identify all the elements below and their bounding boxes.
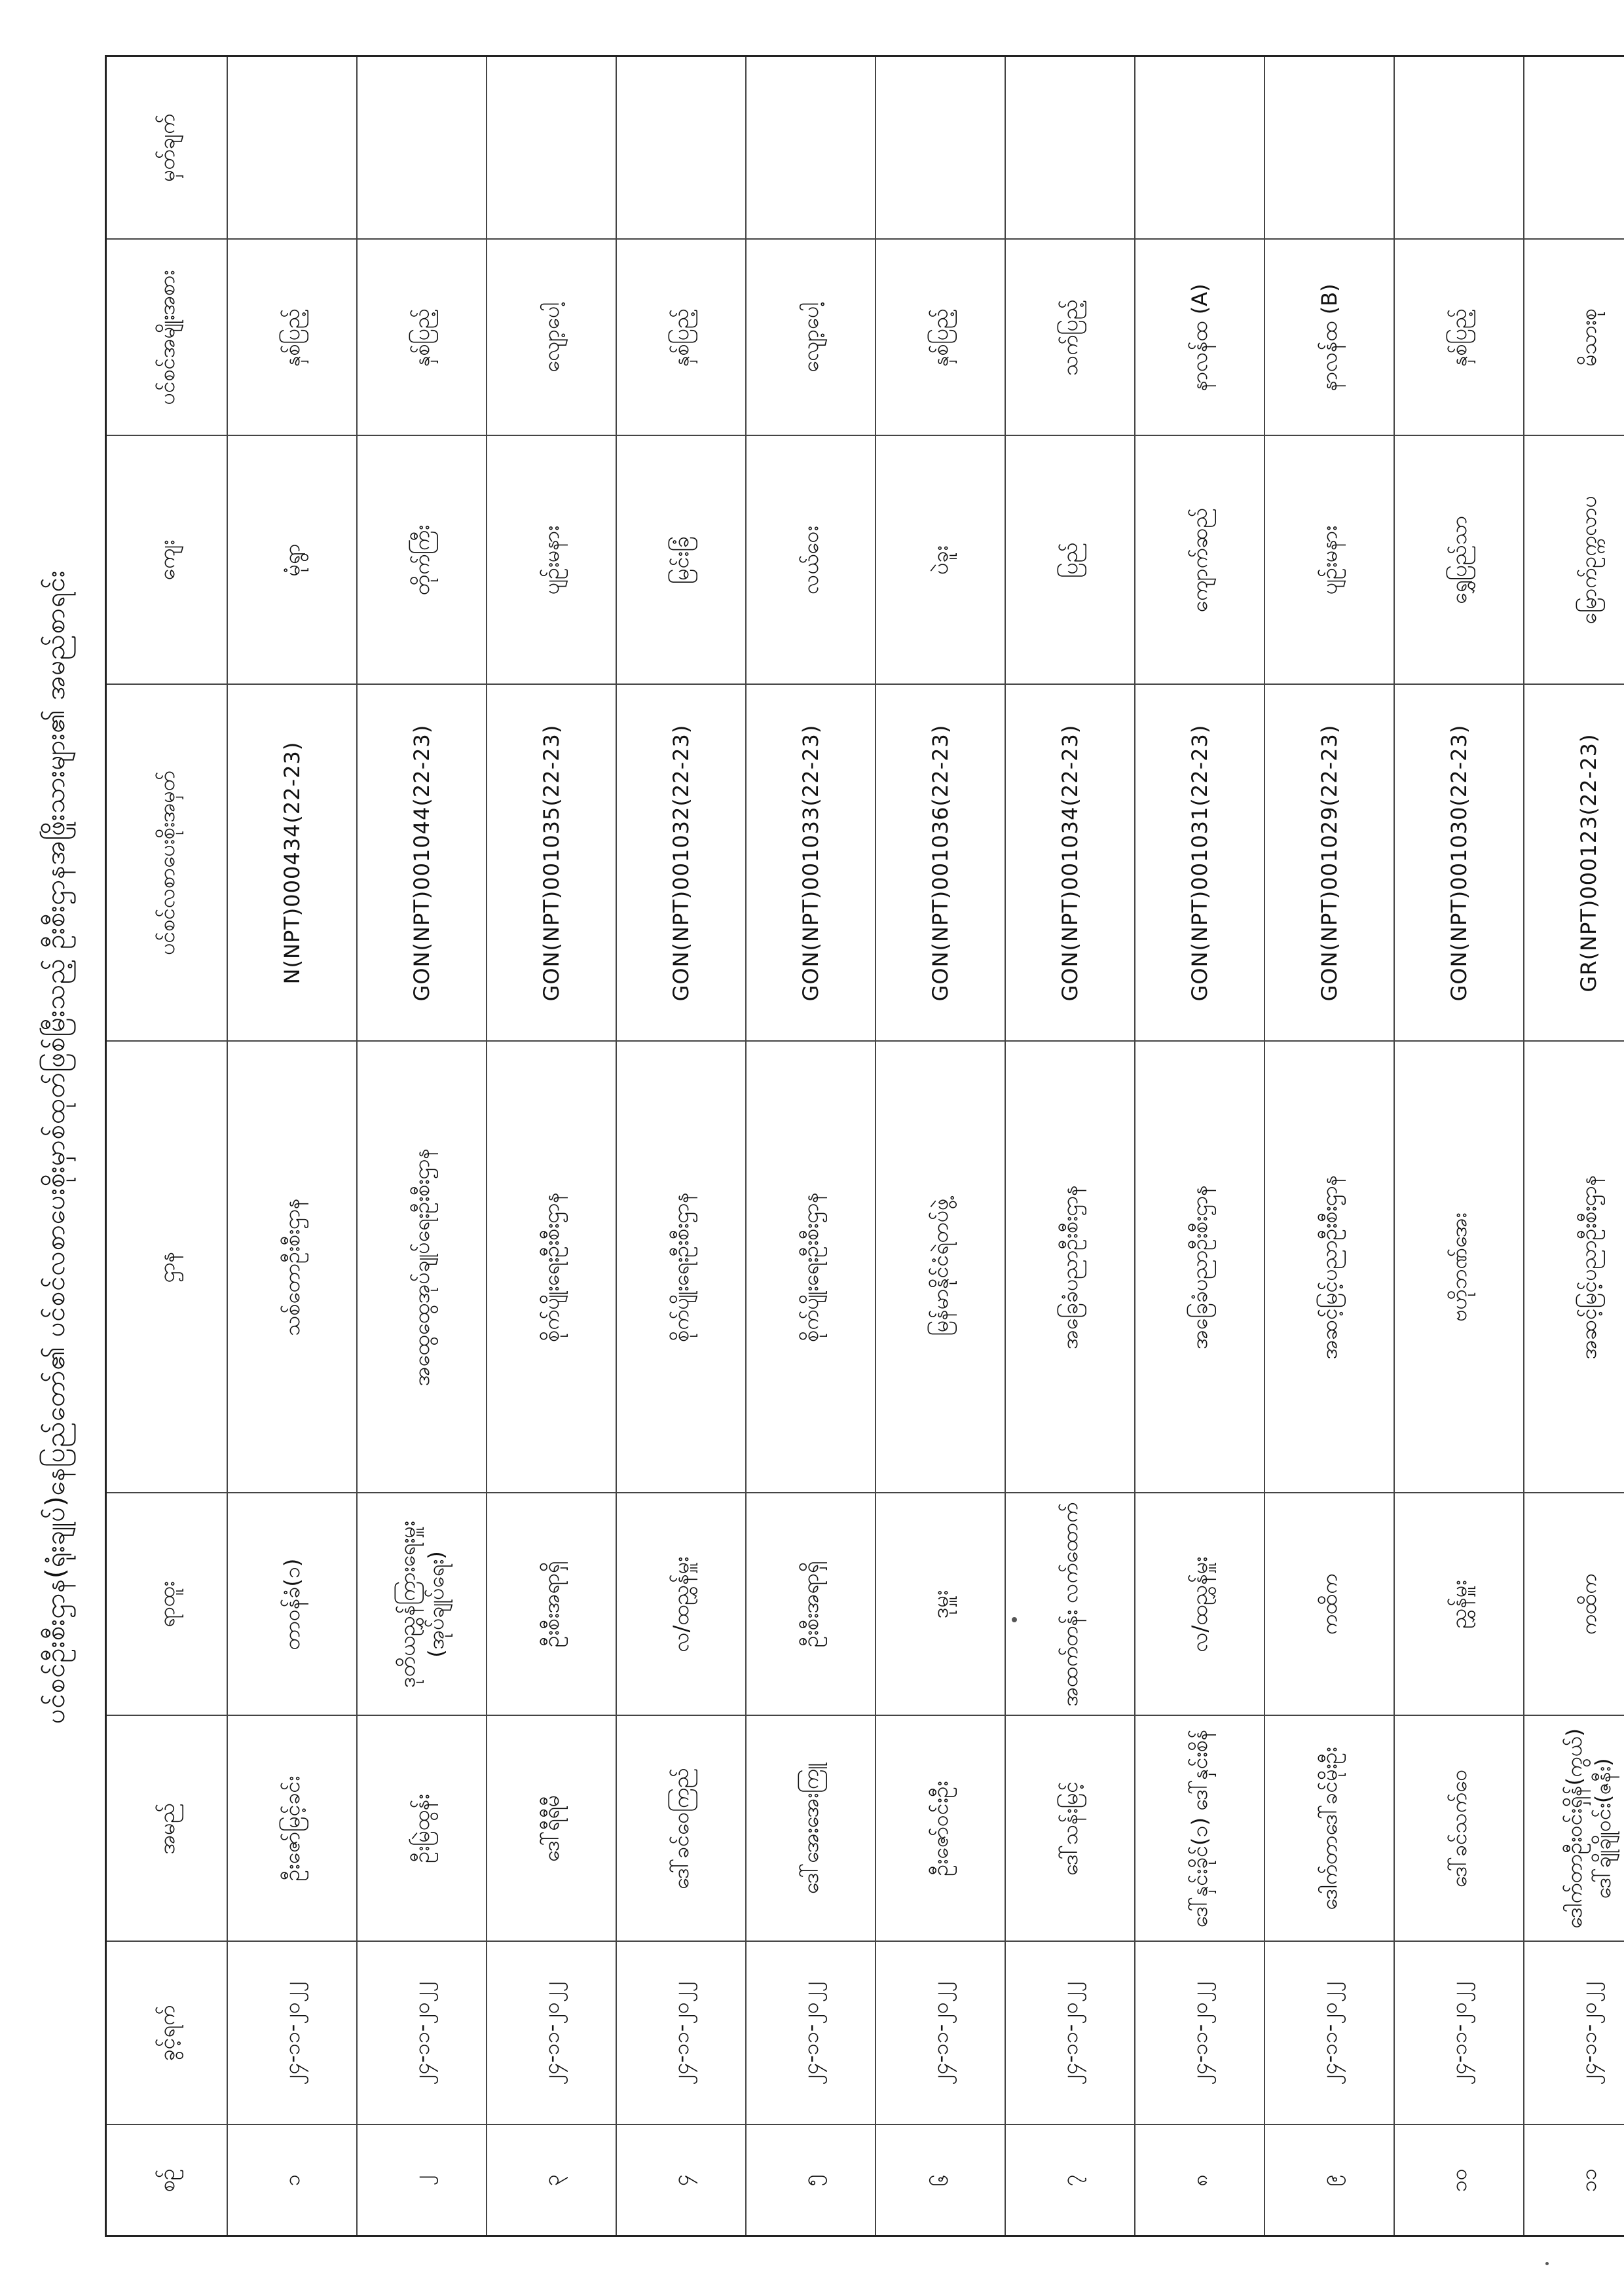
cell-pension-no: GON(NPT)001033(22-23) [746, 685, 876, 1042]
cell-pension-type: နာလန်ထ (B) [1264, 240, 1394, 436]
cell-pension-no: GON(NPT)001032(22-23) [616, 685, 746, 1042]
cell-remark [616, 56, 746, 240]
cell-pension-type: လျော့ပေါ့ [487, 240, 616, 436]
cell-department: အဆင့်မြင့်ပညာဦးစီးဌာန [1524, 1042, 1624, 1493]
cell-remark [1264, 56, 1394, 240]
cell-sr: ၇ [1005, 2125, 1135, 2236]
cell-position: ဦးစီးအရာရှိ [487, 1493, 616, 1716]
cell-pension-type: လျော့ပေါ့ [746, 240, 876, 436]
cell-department: အခြေခံပညာဦးစီးဌာန [1005, 1042, 1135, 1493]
table-row [1394, 56, 1524, 2236]
cell-township: မြင်းခြံ [616, 436, 746, 685]
cell-name: ဦးမြဲထွန်း [357, 1716, 487, 1942]
cell-date: ၂၄-၁၁-၂၀၂၂ [1264, 1942, 1394, 2125]
cell-department: ဗဟိုဘဏ်အေး [1394, 1042, 1524, 1493]
table-row [487, 56, 616, 2236]
cell-pension-no: GR(NPT)000123(22-23) [1524, 685, 1624, 1042]
cell-pension-type: နှစ်ပြည့် [1394, 240, 1524, 436]
cell-name: ဒေါ်သန်းမြင့် [1005, 1716, 1135, 1942]
cell-date: ၂၄-၁၁-၂၀၂၂ [616, 1942, 746, 2125]
cell-name: ဒေါ်ခင်သက်ဝေ [1394, 1716, 1524, 1942]
cell-position: အထက်တန်း လက်ထောက် [1005, 1493, 1135, 1716]
cell-remark [227, 56, 357, 240]
cell-department: အခြေခံပညာဦးစီးဌာန [1135, 1042, 1264, 1493]
cell-township: ပဲခူး [876, 436, 1005, 685]
cell-pension-no: GON(NPT)001035(22-23) [487, 685, 616, 1042]
cell-township: ကျောက်ဆည် [1135, 436, 1264, 685]
header-pension-no: ပင်စင်လစာပေးစိုးအမှတ် [106, 685, 228, 1042]
cell-name: ဒေါက်တာဒေါ်ခင်မိုးဦး [1264, 1716, 1394, 1942]
cell-pension-type: နှစ်ပြည့် [227, 240, 357, 436]
cell-date: ၂၄-၁၁-၂၀၂၂ [227, 1942, 357, 2125]
cell-township: မုံရွာ [227, 436, 357, 685]
cell-township: မြောက်ဥက္ကလာပ [1524, 436, 1624, 685]
header-date: ခွင့်ရက် [106, 1942, 228, 2125]
cell-township: ပျဉ်းမနား [1264, 436, 1394, 685]
cell-name: ဦးဇော်မြင့်ခင်း [227, 1716, 357, 1942]
cell-pension-type: နှစ်ပြည့် [616, 240, 746, 436]
cell-department: စိုက်ပျိုးရေးဦးစီးဌာန [616, 1042, 746, 1493]
page-title: ပင်စင်ဦးစီးဌာန(ရုံးချုပ်)နေပြည်တော်၏ ပင်စင်လစာပေးစိုးမှာစ်ထုတ်ဖြစ်မြီးသည့် ဦးစီးဌာနအဖြိုးသားများ၏ အမည်စာရင်း [41, 570, 71, 1724]
cell-department: အထွေထွေအုပ်ချုပ်ရေးဦးစီးဌာန [357, 1042, 487, 1493]
table-row [1005, 56, 1135, 2236]
cell-pension-no: GON(NPT)001034(22-23) [1005, 685, 1135, 1042]
cell-name: ဒေါ်ရီရီမီ [487, 1716, 616, 1942]
cell-remark [487, 56, 616, 240]
cell-remark [876, 56, 1005, 240]
cell-pension-type: မိသားစု [1524, 240, 1624, 436]
cell-department: အဆင့်မြင့်ပညာဦးစီးဌာန [1264, 1042, 1394, 1493]
cell-pension-type: နှစ်ပြည့် [357, 240, 487, 436]
cell-name: ဦးဇော်ဝင်းဦး [876, 1716, 1005, 1942]
cell-position: ကထိက [1524, 1493, 1624, 1716]
table-body [227, 56, 1624, 2236]
header-position: ရာထူး [106, 1493, 228, 1716]
cell-remark [1394, 56, 1524, 240]
cell-date: ၂၄-၁၁-၂၀၂၂ [487, 1942, 616, 2125]
cell-date: ၂၄-၁၁-၂၀၂၂ [1135, 1942, 1264, 2125]
pension-table [105, 55, 1624, 2237]
table-row [876, 56, 1005, 2236]
cell-name: ဒေါ်အေးအေးကြူ [746, 1716, 876, 1942]
cell-pension-no: GON(NPT)001031(22-23) [1135, 685, 1264, 1042]
table-row [1135, 56, 1264, 2236]
cell-township: ရွှေပြည်သာ [1394, 436, 1524, 685]
table-row [1264, 56, 1394, 2236]
scan-speck [1012, 1617, 1017, 1622]
header-township: ကျေး [106, 436, 228, 685]
cell-township: ပျဉ်းမနား [487, 436, 616, 685]
cell-sr: ၁၁ [1524, 2125, 1624, 2236]
table-row [616, 56, 746, 2236]
header-sr: စဉ် [106, 2125, 228, 2236]
header-pension-type: ပင်စင်အမျိုးအစား [106, 240, 228, 436]
cell-position: ဒုမှူး [876, 1493, 1005, 1716]
cell-remark [1135, 56, 1264, 240]
cell-township: လယ်ဝေး [746, 436, 876, 685]
cell-pension-no: N(NPT)000434(22-23) [227, 685, 357, 1042]
cell-remark [1005, 56, 1135, 240]
cell-date: ၂၄-၁၁-၂၀၂၂ [876, 1942, 1005, 2125]
table-row [357, 56, 487, 2236]
cell-position: ကထိက [1264, 1493, 1394, 1716]
cell-remark [357, 56, 487, 240]
cell-township: ပြည် [1005, 436, 1135, 685]
cell-sr: ၁၀ [1394, 2125, 1524, 2236]
cell-township: တိုက်ကြီး [357, 436, 487, 685]
cell-pension-type: နာလန်ထ (A) [1135, 240, 1264, 436]
cell-department: စိုက်ပျိုးရေးဦးစီးဌာန [746, 1042, 876, 1493]
cell-sr: ၅ [746, 2125, 876, 2236]
cell-position: ဒုတိယညွှန်ကြားရေးမှူး (အုပ်ချုပ်ရေး) [357, 1493, 487, 1716]
cell-sr: ၁ [227, 2125, 357, 2236]
table-row [1524, 56, 1624, 2236]
cell-sr: ၄ [616, 2125, 746, 2236]
cell-pension-type: သက်ပြည့် [1005, 240, 1135, 436]
cell-position: လ/ထညွှန်မှူး [1135, 1493, 1264, 1716]
table-header-row [106, 56, 228, 2236]
header-name: အမည် [106, 1716, 228, 1942]
cell-date: ၂၄-၁၁-၂၀၂၂ [357, 1942, 487, 2125]
cell-name: ဒေါက်တာဦးဝင်းရှိန်(ကွယ်) ဒေါ်ချိုချိုဝင်း(ဇနီး) [1524, 1716, 1624, 1942]
cell-department: မြန်မာနိုင်ငံရဲတပ်ဖွဲ့ [876, 1042, 1005, 1493]
cell-pension-type: နှစ်ပြည့် [876, 240, 1005, 436]
cell-position: တာဝန်ခံ(၁) [227, 1493, 357, 1716]
cell-date: ၂၄-၁၁-၂၀၂၂ [746, 1942, 876, 2125]
cell-pension-no: GON(NPT)001030(22-23) [1394, 685, 1524, 1042]
cell-pension-no: GON(NPT)001036(22-23) [876, 685, 1005, 1042]
cell-pension-no: GON(NPT)001044(22-23) [357, 685, 487, 1042]
cell-remark [1524, 56, 1624, 240]
header-remark: မှတ်ချက် [106, 56, 228, 240]
table-row [746, 56, 876, 2236]
cell-date: ၂၄-၁၁-၂၀၂၂ [1394, 1942, 1524, 2125]
cell-position: လ/ထညွှန်မှူး [616, 1493, 746, 1716]
cell-sr: ၆ [876, 2125, 1005, 2236]
cell-date: ၂၄-၁၁-၂၀၂၂ [1005, 1942, 1135, 2125]
cell-date: ၂၄-၁၁-၂၀၂၂ [1524, 1942, 1624, 2125]
cell-sr: ၈ [1135, 2125, 1264, 2236]
cell-sr: ၂ [357, 2125, 487, 2236]
cell-name: ဒေါ်ခင်ဝေကြည် [616, 1716, 746, 1942]
cell-remark [746, 56, 876, 240]
cell-pension-no: GON(NPT)001029(22-23) [1264, 685, 1394, 1042]
header-department: ဌာန [106, 1042, 228, 1493]
cell-department: စိုက်ပျိုးရေးဦးစီးဌာန [487, 1042, 616, 1493]
cell-name: ဒေါ်နှင်းခိုင်(၁) ဒေါ်နှင်းစိန် [1135, 1716, 1264, 1942]
cell-sr: ၉ [1264, 2125, 1394, 2236]
cell-position: ဦးစီးအရာရှိ [746, 1493, 876, 1716]
cell-sr: ၃ [487, 2125, 616, 2236]
cell-department: သစ်တောဦးစီးဌာန [227, 1042, 357, 1493]
scan-speck [1545, 2262, 1549, 2265]
table-row [227, 56, 357, 2236]
cell-position: ညွှန်မှူး [1394, 1493, 1524, 1716]
